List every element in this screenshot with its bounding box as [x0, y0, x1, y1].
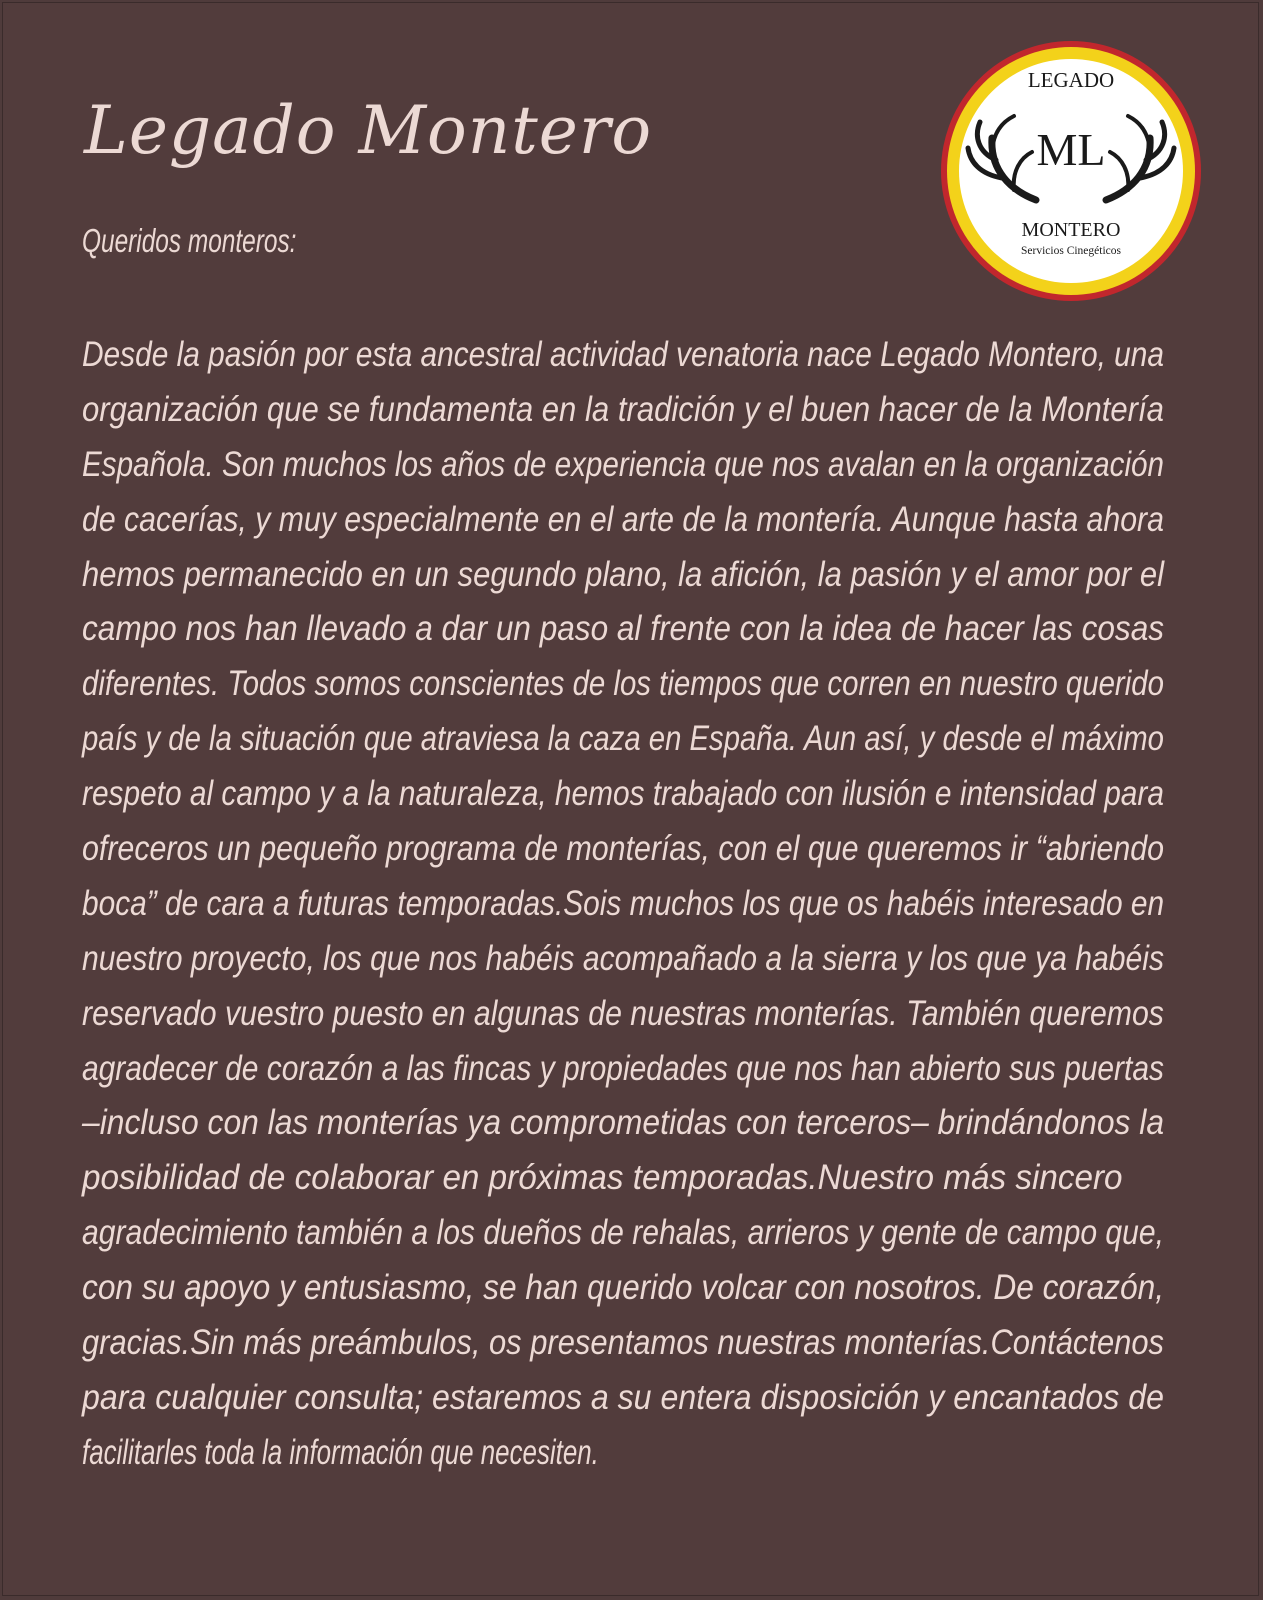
body-line	[82, 1153, 1190, 1208]
body-line	[82, 1044, 1190, 1099]
body-line-text: país y de la situación que atraviesa la caza en España. Aun así, y desde el máximo	[82, 719, 1164, 759]
body-line	[82, 1318, 1190, 1373]
body-line	[82, 1428, 1190, 1483]
body-line-text: ofreceros un pequeño programa de monterías, con el que queremos ir “abriendo	[82, 829, 1165, 869]
legado-montero-logo	[940, 40, 1202, 302]
body-line	[82, 385, 1190, 440]
body-line-text: para cualquier consulta; estaremos a su entera disposición y encantados de	[82, 1377, 1165, 1417]
body-line	[82, 550, 1190, 605]
body-line-text: reservado vuestro puesto en algunas de nuestras monterías. También queremos	[82, 993, 1164, 1033]
body-line-text: respeto al campo y a la naturaleza, hemos trabajado con ilusión e intensidad para	[82, 774, 1164, 814]
body-line	[82, 440, 1190, 495]
body-line-text: organización que se fundamenta en la tradición y el buen hacer de la Montería	[82, 389, 1164, 429]
body-line	[82, 330, 1190, 385]
body-line	[82, 495, 1190, 550]
body-line	[82, 879, 1190, 934]
body-line-text: agradecimiento también a los dueños de rehalas, arrieros y gente de campo que,	[82, 1213, 1164, 1253]
body-text	[82, 330, 1190, 1483]
body-line-text: gracias.Sin más preámbulos, os presentamos nuestras monterías.Contáctenos	[82, 1323, 1164, 1363]
body-line-text: con su apoyo y entusiasmo, se han querido volcar con nosotros. De corazón,	[82, 1268, 1165, 1308]
body-line	[82, 1208, 1190, 1263]
body-line-text: agradecer de corazón a las fincas y propiedades que nos han abierto sus puertas	[82, 1048, 1164, 1088]
body-line	[82, 769, 1190, 824]
body-line-text: hemos permanecido en un segundo plano, la afición, la pasión y el amor por el	[82, 554, 1164, 594]
body-line	[82, 989, 1190, 1044]
body-line-text: facilitarles toda la información que necesiten.	[82, 1432, 599, 1472]
logo-tagline: Servicios Cinegéticos	[1021, 245, 1121, 257]
body-line	[82, 1263, 1190, 1318]
logo-monogram: ML	[1036, 124, 1106, 175]
body-line-text: boca” de cara a futuras temporadas.Sois muchos los que os habéis interesado en	[82, 883, 1165, 923]
logo-top-text: LEGADO	[1027, 68, 1115, 92]
body-line-text: nuestro proyecto, los que nos habéis acompañado a la sierra y los que ya habéis	[82, 938, 1165, 978]
body-line	[82, 714, 1190, 769]
body-line-text: de cacerías, y muy especialmente en el arte de la montería. Aunque hasta ahora	[82, 499, 1164, 539]
body-line	[82, 934, 1190, 989]
logo-bottom-text: MONTERO	[1021, 219, 1121, 241]
body-line-text: diferentes. Todos somos conscientes de los tiempos que corren en nuestro querido	[82, 664, 1164, 704]
body-line-text: –incluso con las monterías ya comprometidas con terceros– brindándonos la	[82, 1103, 1165, 1143]
body-line-text: posibilidad de colaborar en próximas temporadas.Nuestro más sincero	[82, 1158, 1123, 1198]
salutation: Queridos monteros:	[82, 222, 297, 259]
body-line-text: Española. Son muchos los años de experiencia que nos avalan en la organización	[82, 444, 1165, 484]
page-title: Legado Montero	[84, 92, 653, 169]
body-line-text: campo nos han llevado a dar un paso al frente con la idea de hacer las cosas	[82, 609, 1165, 649]
body-line	[82, 659, 1190, 714]
body-line	[82, 604, 1190, 659]
body-line-text: Desde la pasión por esta ancestral actividad venatoria nace Legado Montero, una	[82, 335, 1164, 374]
body-line	[82, 824, 1190, 879]
body-line	[82, 1373, 1190, 1428]
body-line	[82, 1098, 1190, 1153]
